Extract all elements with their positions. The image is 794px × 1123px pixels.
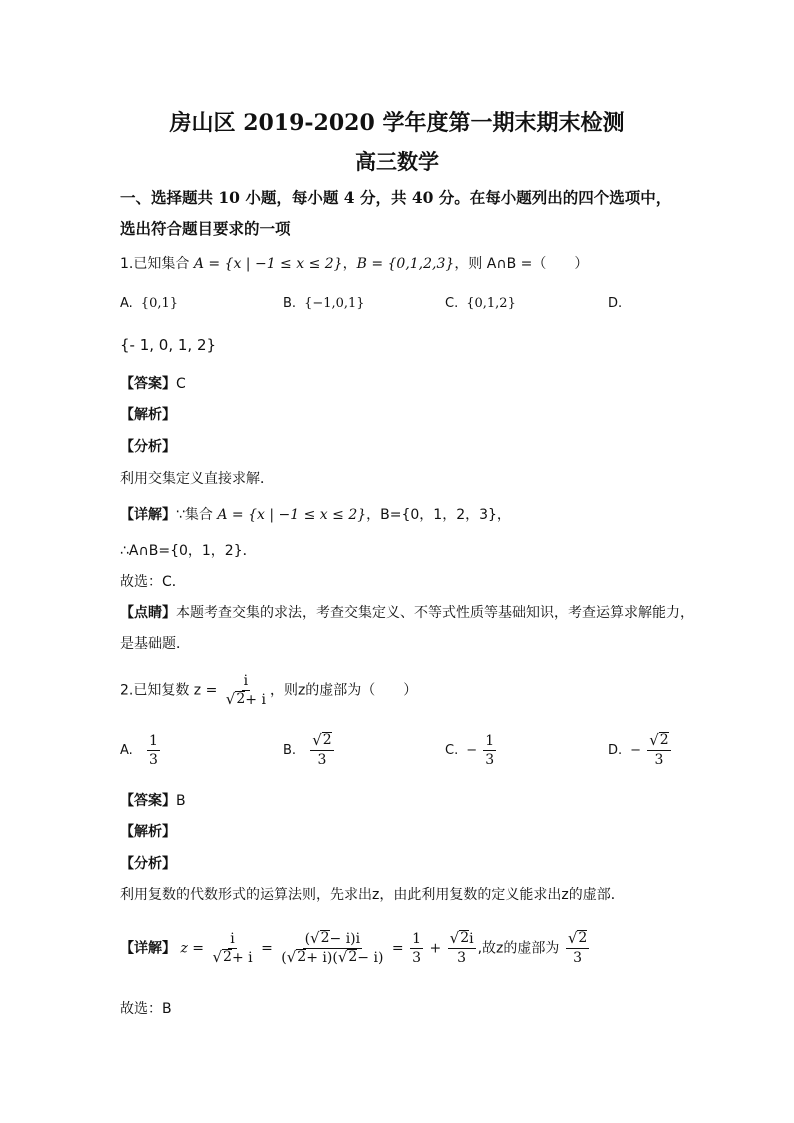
q2-stem-suffix: ，则z的虚部为（ ）: [269, 682, 418, 699]
q2-detail-result2-num: √ 2 i: [449, 929, 474, 947]
q1-option-c-value: {0,1,2}: [466, 296, 516, 311]
q2-option-a-num: 1: [148, 733, 158, 749]
q1-stem-sep: ，: [342, 256, 357, 272]
q2-answer-tag: 【答案】: [120, 793, 176, 809]
q2-detail-z: z =: [180, 940, 205, 957]
q2-detail-result2-den: 3: [457, 950, 467, 966]
q2-detail-frac1: [210, 930, 254, 967]
q1-comment-text: 本题考查交集的求法，考查交集定义、不等式性质等基础知识，考查运算求解能力，: [176, 605, 694, 621]
q2-option-c-den: 3: [485, 752, 495, 768]
q1-option-b: [283, 296, 365, 311]
q2-detail-result2: [448, 930, 476, 967]
q2-detail-frac1-num: i: [230, 931, 235, 947]
q1-stem-suffix: ，则 A∩B =（ ）: [454, 256, 589, 272]
q2-detail-result2-radicand: 2: [460, 930, 470, 946]
section-heading: [120, 182, 680, 244]
q2-detail: [120, 930, 591, 967]
q1-answer: [120, 373, 186, 393]
q1-comment-line2: 是基础题．: [120, 636, 190, 652]
q1-set-b: B = {0,1,2,3}: [356, 256, 455, 272]
q2-option-a: [120, 732, 162, 769]
q2-stem-prefix: 2.已知复数 z =: [120, 682, 218, 699]
q2-stem-fraction: [224, 672, 268, 709]
q1-option-a: [120, 296, 178, 311]
q2-option-b-label: B.: [283, 743, 297, 758]
q1-breakdown-tag: 【分析】: [120, 439, 176, 455]
q2-detail-frac2-radicand: 2: [320, 930, 330, 946]
page-subtitle: 高三数学: [355, 149, 439, 174]
q2-stem: [120, 672, 417, 709]
q1-breakdown: 利用交集定义直接求解．: [120, 471, 274, 487]
q2-choose: 故选：B: [120, 1001, 172, 1017]
q2-detail-result1: [410, 930, 423, 967]
page-title: 房山区 2019-2020 学年度第一期末期末检测: [169, 110, 625, 136]
q2-detail-eq2: =: [391, 940, 404, 957]
q2-detail-frac2-den-open: (: [281, 950, 287, 966]
q2-option-b-num: √ 2: [312, 731, 332, 749]
q2-option-b-radicand: 2: [322, 732, 332, 748]
q2-detail-frac2-open: (: [304, 931, 311, 947]
q2-detail-eq1: =: [261, 940, 273, 957]
q2-option-d-den: 3: [654, 752, 664, 768]
q1-answer-value: C: [176, 376, 186, 392]
q2-detail-result1-num: 1: [412, 931, 421, 947]
q2-detail-frac1-tail: + i: [231, 950, 253, 966]
q2-detail-frac2-den-mid: + i)(: [306, 950, 338, 966]
q2-stem-frac-num: i: [243, 673, 249, 689]
q2-detail-frac2-den: ( √ 2 + i)( √ 2 − i): [281, 948, 384, 966]
q1-option-d-label: D.: [608, 296, 623, 311]
q2-detail-frac2-tail: − i)i: [329, 931, 361, 947]
q2-detail-frac2-num: ( √ 2 − i)i: [304, 929, 361, 947]
q2-detail-result1-den: 3: [412, 950, 421, 966]
q1-detail-line1: [120, 504, 511, 524]
q2-detail-result2-i: i: [469, 931, 474, 947]
q2-option-d-sign: −: [630, 743, 642, 758]
q2-option-c-fraction: [483, 732, 496, 769]
q1-stem-prefix: 1.已知集合: [120, 256, 194, 272]
q2-option-a-den: 3: [148, 752, 158, 768]
q1-stem: [120, 253, 588, 273]
q1-option-c: [445, 296, 516, 311]
q1-option-a-value: {0,1}: [140, 296, 179, 311]
q2-breakdown: 利用复数的代数形式的运算法则，先求出z，由此利用复数的定义能求出z的虚部．: [120, 887, 625, 903]
q1-option-d: [608, 296, 630, 311]
q2-answer: [120, 790, 186, 810]
q2-analysis-tag: 【解析】: [120, 824, 176, 840]
q2-detail-frac2-den-tail: − i): [357, 950, 384, 966]
q2-detail-final-den: 3: [573, 950, 583, 966]
q1-choose: 故选：C．: [120, 574, 186, 590]
q1-set-a: A = {x | −1 ≤ x ≤ 2}: [193, 256, 343, 272]
q2-option-c-label: C.: [445, 743, 459, 758]
q1-detail-set-a: A = {x | −1 ≤ x ≤ 2}: [217, 507, 367, 523]
section-heading-line2: 选出符合题目要求的一项: [120, 219, 291, 238]
q2-option-b-den: 3: [317, 752, 327, 768]
q2-detail-final: [566, 930, 589, 967]
q1-detail-line2: ∴A∩B={0，1，2}．: [120, 543, 257, 559]
q1-comment-line1: [120, 602, 694, 622]
q1-option-b-label: B.: [283, 296, 297, 311]
q1-detail-tag: 【详解】: [120, 507, 176, 523]
q2-option-b-fraction: [310, 732, 333, 769]
q2-option-d: [608, 732, 673, 769]
q2-option-d-num: √ 2: [649, 731, 669, 749]
q2-breakdown-tag: 【分析】: [120, 856, 176, 872]
q2-option-c: [445, 732, 498, 769]
q1-option-d-value: {- 1, 0, 1, 2}: [120, 336, 217, 354]
q1-answer-tag: 【答案】: [120, 376, 176, 392]
section-heading-line1: 一、选择题共 10 小题，每小题 4 分，共 40 分。在每小题列出的四个选项中，: [120, 188, 672, 207]
q1-analysis-tag: 【解析】: [120, 407, 176, 423]
q2-option-c-sign: −: [466, 743, 478, 758]
q2-option-d-label: D.: [608, 743, 623, 758]
q2-option-c-num: 1: [485, 733, 495, 749]
q2-detail-frac1-radicand: 2: [223, 949, 232, 965]
q2-answer-value: B: [176, 793, 186, 809]
q2-detail-frac2: [279, 930, 385, 967]
q2-option-d-fraction: [647, 732, 670, 769]
q2-detail-final-radicand: 2: [578, 930, 588, 946]
q1-detail-prefix: ∵集合: [176, 507, 218, 523]
q2-detail-final-num: √ 2: [567, 929, 588, 947]
q2-stem-frac-radicand: 2: [236, 691, 246, 707]
q1-option-a-label: A.: [120, 296, 133, 311]
q2-detail-plus: +: [429, 940, 442, 957]
q2-option-b: [283, 732, 336, 769]
q2-option-d-radicand: 2: [659, 732, 669, 748]
q2-detail-tag: 【详解】: [120, 940, 176, 957]
q2-option-a-label: A.: [120, 743, 133, 758]
q2-detail-suffix: ,故z的虚部为: [477, 940, 560, 957]
q2-stem-frac-den: √ 2 + i: [225, 690, 266, 708]
q1-option-c-label: C.: [445, 296, 459, 311]
q2-option-a-fraction: [147, 732, 160, 769]
q2-detail-frac1-den: √ 2 + i: [212, 948, 253, 966]
q1-comment-tag: 【点睛】: [120, 605, 176, 621]
q1-option-b-value: {−1,0,1}: [304, 296, 365, 311]
q1-detail-suffix: ，B={0，1，2，3}，: [366, 507, 511, 523]
q2-stem-frac-tail: + i: [245, 692, 266, 708]
